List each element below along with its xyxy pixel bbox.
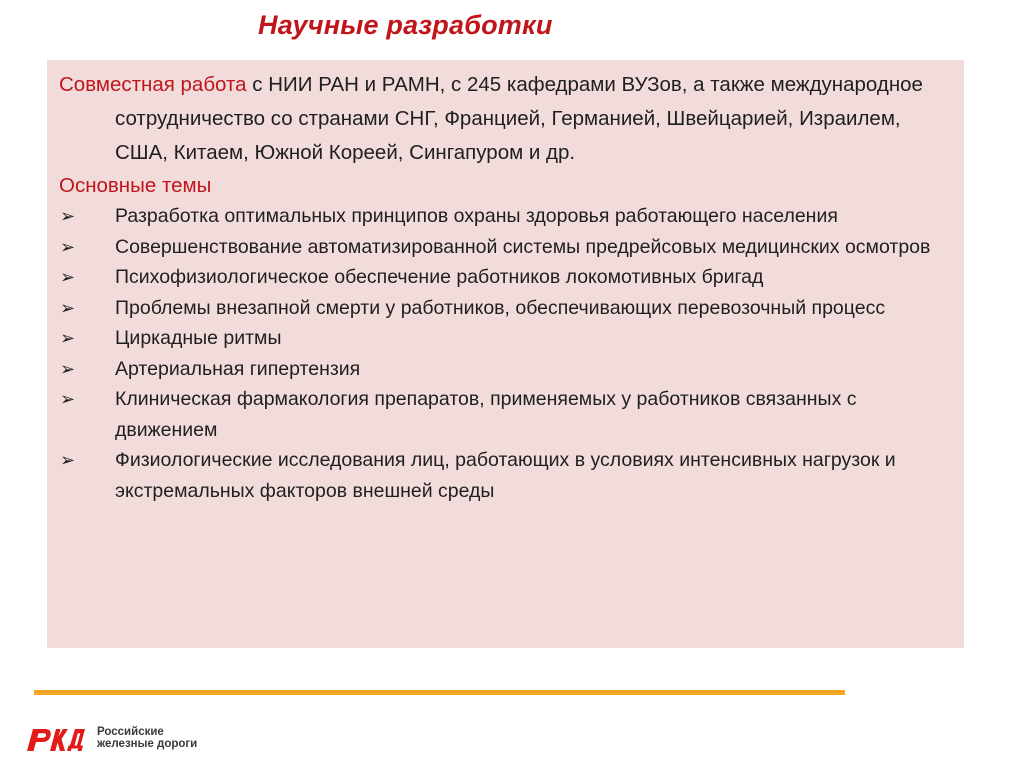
topic-text: Разработка оптимальных принципов охраны здоровья работающего населения <box>115 205 838 227</box>
topic-item <box>59 293 954 324</box>
arrow-bullet-icon: ➢ <box>60 236 76 257</box>
arrow-bullet-icon: ➢ <box>60 328 76 348</box>
topic-text: Совершенствование автоматизированной системы предрейсовых медицинских осмотров <box>115 235 931 258</box>
arrow-bullet-icon: ➢ <box>60 358 76 379</box>
logo-line-1: Российские <box>97 725 164 738</box>
topic-text: Клиническая фармакология препаратов, применяемых у работников связанных с движением <box>115 388 857 441</box>
topic-text: Артериальная гипертензия <box>115 357 361 380</box>
intro-paragraph <box>59 68 954 170</box>
rzd-logo-icon <box>23 723 89 753</box>
footer-divider <box>34 690 845 695</box>
topic-item <box>59 354 954 385</box>
topic-text: Проблемы внезапной смерти у работников, обеспечивающих перевозочный процесс <box>115 296 886 319</box>
arrow-bullet-icon: ➢ <box>60 267 76 287</box>
topic-item <box>59 232 954 263</box>
arrow-bullet-icon: ➢ <box>60 450 76 470</box>
slide-title: Научные разработки <box>258 10 553 40</box>
arrow-bullet-icon: ➢ <box>60 206 76 226</box>
themes-heading: Основные темы <box>59 174 212 197</box>
topic-item <box>59 201 954 232</box>
topic-item <box>59 262 954 293</box>
intro-text: с НИИ РАН и РАМН, с 245 кафедрами ВУЗов, а также международное сотрудничество со странами СНГ, Францией, Германией, Швейцарией, Израилем, США, Китаем, Южной Кореей, Сингапуром и др. <box>115 73 923 164</box>
topic-text: Физиологические исследования лиц, работающих в условиях интенсивных нагрузок и экстремальных факторов внешней среды <box>115 449 896 502</box>
topic-item <box>59 445 954 506</box>
topic-item <box>59 384 954 445</box>
topic-text: Циркадные ритмы <box>115 327 282 349</box>
topic-item <box>59 323 954 354</box>
content-box <box>47 60 964 648</box>
rzd-logo-text <box>97 726 197 751</box>
rzd-logo <box>23 718 213 758</box>
arrow-bullet-icon: ➢ <box>60 297 76 318</box>
arrow-bullet-icon: ➢ <box>60 389 76 409</box>
logo-line-2: железные дороги <box>97 738 198 750</box>
topic-text: Психофизиологическое обеспечение работников локомотивных бригад <box>115 266 764 288</box>
topics-list <box>59 201 954 506</box>
intro-highlight: Совместная работа <box>59 73 247 96</box>
